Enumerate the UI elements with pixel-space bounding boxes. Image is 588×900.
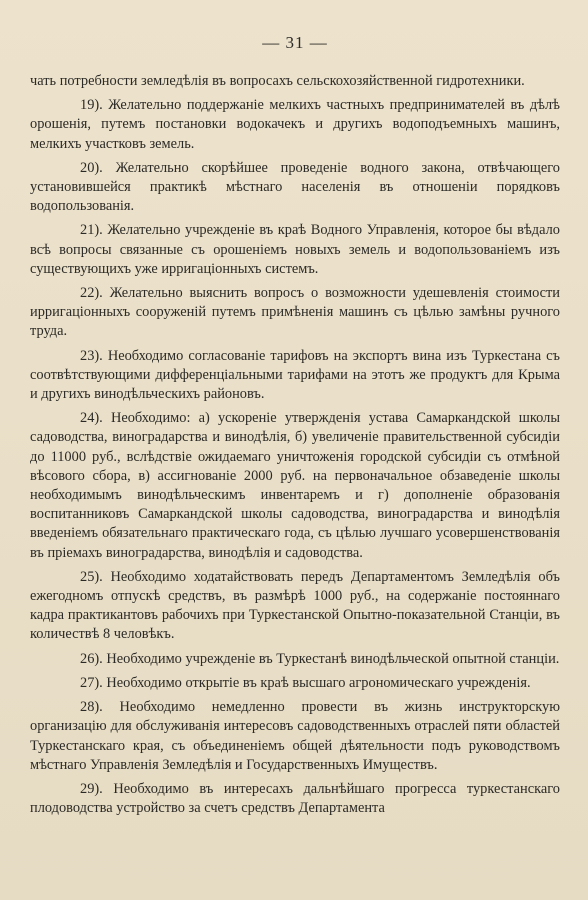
paragraph-23: 23). Необходимо согласованіе тарифовъ на экспортъ вина изъ Туркестана съ соотвѣтствующими дифференціальными тарифами на этотъ же продуктъ для Крыма и другихъ винодѣльческихъ районовъ.: [30, 347, 560, 403]
paragraph-29: 29). Необходимо въ интересахъ дальнѣйшаго прогресса туркестанскаго плодоводства устройство за счетъ средствъ Департамента: [30, 780, 560, 817]
paragraph-20: 20). Желательно скорѣйшее проведеніе водного закона, отвѣчающего установившейся практикѣ мѣстнаго населенія въ отношеніи порядковъ водопользованія.: [30, 159, 560, 215]
paragraph-19: 19). Желательно поддержаніе мелкихъ частныхъ предпринимателей въ дѣлѣ орошенія, путемъ постановки водокачекъ и другихъ водоподъемныхъ машинъ, мелкихъ участковъ земель.: [30, 97, 560, 152]
paragraph-27: 27). Необходимо открытіе въ краѣ высшаго агрономическаго учрежденія.: [80, 674, 531, 691]
page-number: — 31 —: [262, 33, 328, 52]
paragraph-26: 26). Необходимо учрежденіе въ Туркестанѣ винодѣльческой опытной станціи.: [80, 650, 560, 667]
paragraph-22: 22). Желательно выяснить вопросъ о возможности удешевленія стоимости ирригаціонныхъ сооруженій путемъ примѣненія машинъ съ цѣлью замѣны ручного труда.: [30, 285, 560, 340]
document-body: [30, 72, 560, 818]
paragraph-21: 21). Желательно учрежденіе въ краѣ Водного Управленія, которое бы вѣдало всѣ вопросы связанные съ орошеніемъ новыхъ земель и водопользованіемъ изъ существующихъ уже ирригаціонныхъ системъ.: [30, 222, 560, 277]
paragraph-continuation: чать потребности земледѣлія въ вопросахъ сельскохозяйственной гидротехники.: [30, 73, 525, 89]
paragraph-24: 24). Необходимо: а) ускореніе утвержденія устава Самаркандской школы садоводства, виноградарства и винодѣлія, б) увеличеніе правительственной субсидіи до 11000 руб., вслѣдствіе ожидаемаго уничтоженія городской субсидіи съ отмѣной вѣсового сбора, в) ассигнованіе 2000 руб. на первоначальное обзаведеніе школы необходимымъ винодѣльческимъ инвентаремъ и г) дополненіе образованія воспитанниковъ Самаркандской школы садоводства, виноградарства и винодѣлія введеніемъ обязательнаго практическаго года, съ цѣлью лучшаго усовершенствованія въ пріемахъ виноградарства, винодѣлія и садоводства.: [30, 410, 560, 561]
paragraph-28: 28). Необходимо немедленно провести въ жизнь инструкторскую организацію для обслуживанія интересовъ садоводственныхъ отраслей пяти областей Туркестанскаго края, съ объединеніемъ общей дѣятельности подъ руководствомъ мѣстнаго Управленія Земледѣлія и Государственныхъ Имуществъ.: [30, 699, 560, 773]
paragraph-25: 25). Необходимо ходатайствовать передъ Департаментомъ Земледѣлія объ ежегодномъ отпускѣ средствъ, въ размѣрѣ 1000 руб., на содержаніе постояннаго кадра практикантовъ рабочихъ при Туркестанской Опытно-показательной Станціи, въ количествѣ 8 человѣкъ.: [30, 568, 560, 643]
